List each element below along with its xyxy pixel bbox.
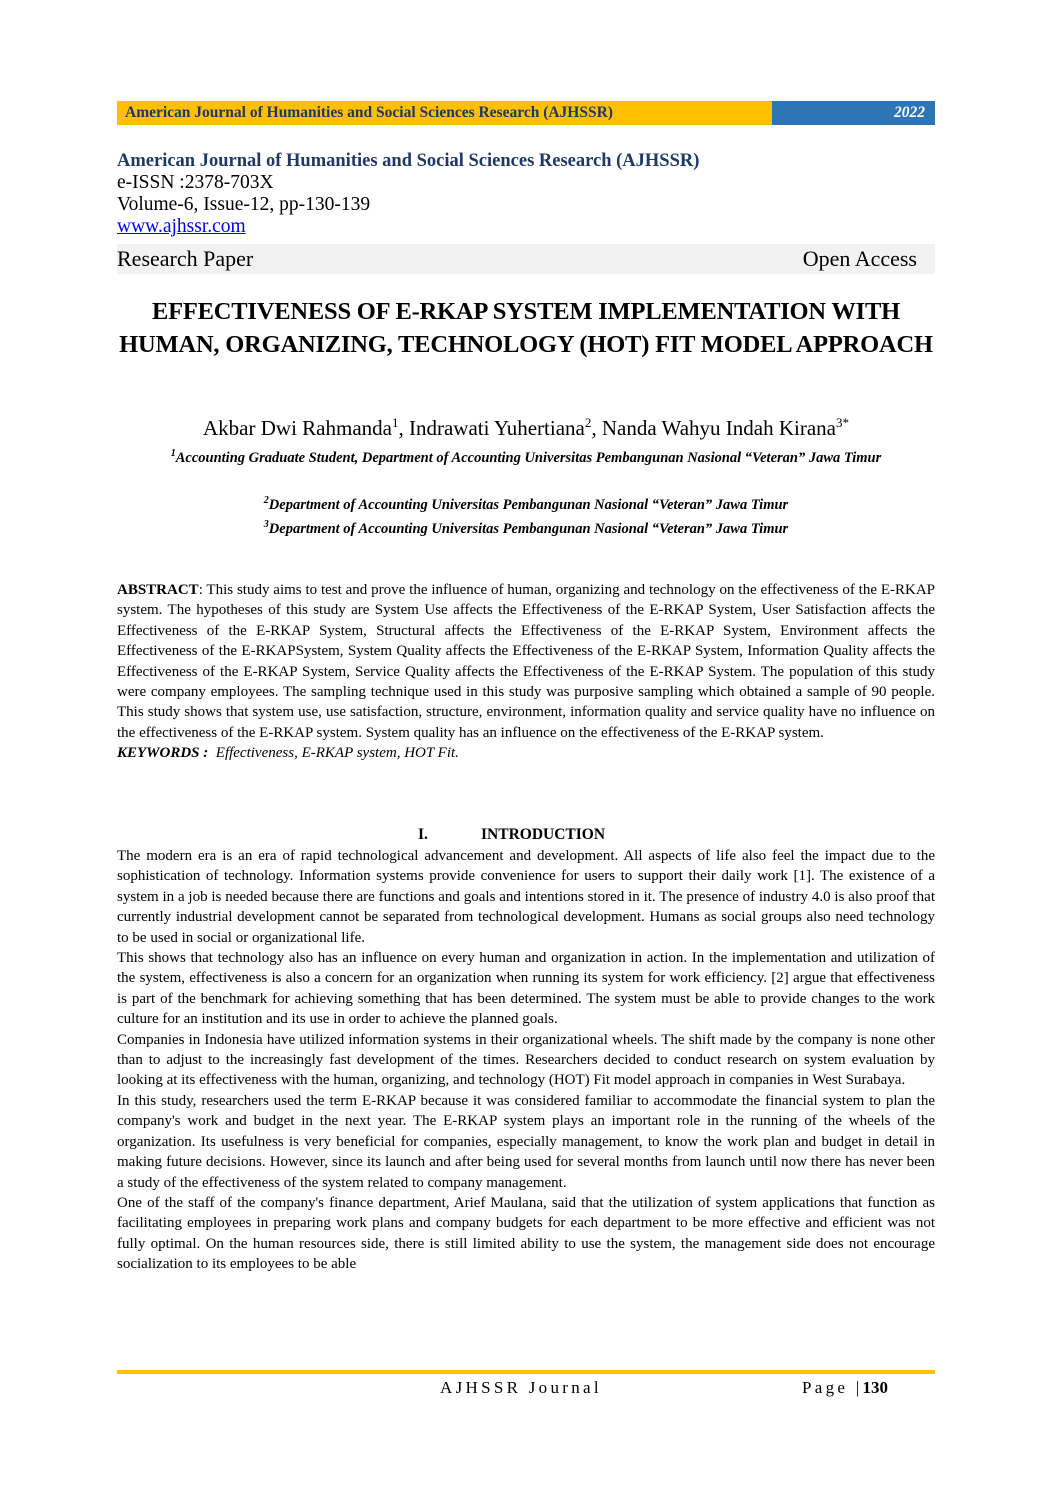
author-list: [117, 410, 935, 441]
body-paragraph: This shows that technology also has an influence on every human and organization in action. In the implementation and utilization of the system, effectiveness is also a concern for an organization when running its system for work efficiency. [2] argue that effectiveness is part of the benchmark for achieving something that has been determined. The system must be able to provide changes to the work culture for an institution and its use in order to achieve the planned goals.: [117, 950, 935, 1028]
author-affiliation-mark: 2: [584, 415, 592, 430]
journal-website-link[interactable]: www.ajhssr.com: [117, 216, 246, 237]
affiliation-text: Department of Accounting Universitas Pembangunan Nasional “Veteran” Jawa Timur: [268, 520, 789, 537]
section-title: INTRODUCTION: [481, 826, 606, 843]
paper-type-bar: [117, 244, 935, 274]
author-affiliation-mark: 1: [391, 415, 399, 430]
author-name: Nanda Wahyu Indah Kirana: [601, 416, 836, 440]
affiliation-2: [117, 490, 935, 516]
journal-issn: e-ISSN :2378-703X: [117, 172, 274, 193]
affiliation-mark: 3: [263, 519, 269, 530]
keywords-text: Effectiveness, E-RKAP system, HOT Fit.: [215, 745, 459, 762]
footer-page: [802, 1378, 888, 1398]
affiliation-mark: 1: [170, 448, 176, 459]
section-number: I.: [418, 826, 428, 843]
introduction-body: [117, 846, 935, 1275]
running-header: [117, 101, 935, 125]
body-paragraph: In this study, researchers used the term E-RKAP because it was considered familiar to accommodate the financial system to plan the company's work and budget in the next year. The E-RKAP system plays an important role in the running of the wheels of the organization. Its usefulness is very beneficial for companies, especially management, to know the work plan and budget in detail in making future decisions. However, since its launch and after being used for several months from launch until now there has never been a study of the effectiveness of the system related to company management.: [117, 1092, 935, 1191]
affiliation-text: Department of Accounting Universitas Pembangunan Nasional “Veteran” Jawa Timur: [268, 496, 789, 513]
footer-page-label: Page |: [802, 1378, 863, 1397]
author-name: Indrawati Yuhertiana: [408, 416, 585, 440]
journal-info: [117, 150, 937, 238]
body-paragraph: One of the staff of the company's finance department, Arief Maulana, said that the utilization of system applications that function as facilitating employees in preparing work plans and company budgets for each department to be more effective and efficient was not fully optimal. On the human resources side, there is still limited ability to use the system, the management side does not encourage socialization to its employees to be able: [117, 1194, 935, 1273]
affiliation-text: Accounting Graduate Student, Department of Accounting Universitas Pembangunan Nasional “Veteran” Jawa Timur: [175, 449, 882, 466]
running-header-band-left: [117, 101, 772, 125]
running-header-band-right: [772, 101, 935, 125]
author-name: Akbar Dwi Rahmanda: [203, 416, 392, 440]
author-separator: ,: [398, 416, 409, 440]
journal-volume: Volume-6, Issue-12, pp-130-139: [117, 194, 371, 215]
footer-rule: [117, 1370, 935, 1374]
abstract-paragraph: [117, 580, 935, 743]
abstract-text: : This study aims to test and prove the influence of human, organizing and technology on the effectiveness of the E-RKAP system. The hypotheses of this study are System Use affects the Effectiveness of the E-RKAP System, User Satisfaction affects the Effectiveness of the E-RKAP System, Structural affects the Effectiveness of the E-RKAP System, Environment affects the Effectiveness of the E-RKAPSystem, System Quality affects the Effectiveness of the E-RKAP System, Information Quality affects the Effectiveness of the E-RKAP System, Service Quality affects the Effectiveness of the E-RKAP System. The population of this study were company employees. The sampling technique used in this study was purposive sampling which obtained a sample of 90 people. This study shows that system use, use satisfaction, structure, environment, information quality and service quality have no influence on the effectiveness of the E-RKAP system. System quality has an influence on the effectiveness of the E-RKAP system.: [117, 582, 935, 741]
paper-type-label: Research Paper: [117, 246, 254, 271]
affiliation-3: [117, 514, 935, 540]
abstract-label: ABSTRACT: [117, 582, 199, 598]
keywords-label: KEYWORDS :: [117, 745, 209, 762]
affiliation-1: [117, 443, 935, 469]
keywords-line: [117, 743, 935, 763]
author-affiliation-mark: 3*: [835, 415, 849, 430]
running-header-year: 2022: [894, 104, 925, 121]
journal-name: American Journal of Humanities and Social Sciences Research (AJHSSR): [117, 151, 700, 171]
author-separator: ,: [591, 416, 602, 440]
footer-journal: AJHSSR Journal: [440, 1378, 602, 1397]
running-header-journal: American Journal of Humanities and Social Sciences Research (AJHSSR): [125, 104, 613, 121]
footer-page-number: 130: [862, 1378, 888, 1397]
open-access-label: Open Access: [802, 246, 917, 271]
abstract-block: [117, 580, 935, 764]
body-paragraph: The modern era is an era of rapid technological advancement and development. All aspects of life also feel the impact due to the sophistication of technology. Information systems provide convenience for users to support their daily work [1]. The existence of a system in a job is needed because there are functions and goals and intentions stored in it. The presence of industry 4.0 is also proof that currently industrial development cannot be separated from technological development. Humans as social groups also need technology to be used in social or organizational life.: [117, 848, 935, 946]
affiliation-mark: 2: [263, 495, 269, 506]
body-paragraph: Companies in Indonesia have utilized information systems in their organizational wheels. The shift made by the company is none other than to adjust to the increasingly fast development of the times. Researchers decided to conduct research on system evaluation by looking at its effectiveness with the human, organizing, and technology (HOT) Fit model approach in companies in West Surabaya.: [117, 1031, 935, 1089]
paper-title: EFFECTIVENESS OF E-RKAP SYSTEM IMPLEMENTATION WITH HUMAN, ORGANIZING, TECHNOLOGY (HOT) FIT MODEL APPROACH: [119, 298, 933, 358]
